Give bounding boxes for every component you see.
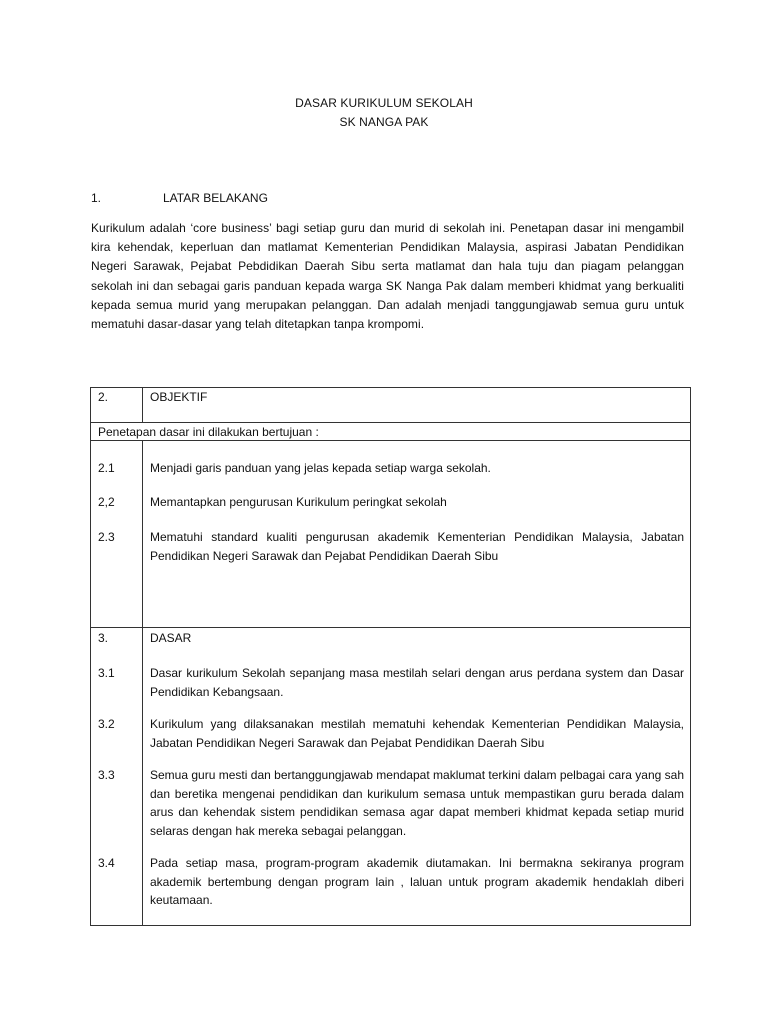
section-3-heading: DASAR: [150, 631, 192, 645]
section-1-paragraph: Kurikulum adalah ‘core business’ bagi setiap guru dan murid di sekolah ini. Penetapan dasar ini mengambil kira kehendak, keperluan dan matlamat Kementerian Pendidikan Malaysia, aspirasi Jabatan Pendidikan Negeri Sarawak, Pejabat Pebdidikan Daerah Sibu serta matlamat dan hala tuju dan piagam pelanggan sekolah ini dan sebagai garis panduan kepada warga SK Nanga Pak dalam memberi khidmat yang berkualiti kepada semua murid yang merupakan pelanggan. Dan adalah menjadi tanggungjawab semua guru untuk mematuhi dasar-dasar yang telah ditetapkan tanpa krompomi.: [91, 221, 684, 332]
table-border-left: [90, 387, 91, 926]
list-item-text: Semua guru mesti dan bertanggungjawab mendapat maklumat terkini dalam pelbagai cara yang sah dan beretika mengenai pendidikan dan kurikulum semasa untuk mempastikan guru berada dalam arus dan kehendak sistem pendidikan semasa agar dapat memberi khidmat kepada setiap murid selaras dengan hak mereka sebagai pelanggan.: [150, 768, 684, 838]
table-column-divider: [142, 440, 143, 926]
list-item-text: Memantapkan pengurusan Kurikulum peringkat sekolah: [150, 495, 447, 509]
list-item-number: 3.2: [98, 717, 115, 731]
list-item-number: 3.3: [98, 768, 115, 782]
section-3-number: 3.: [98, 631, 109, 645]
table-border-right: [690, 387, 691, 926]
list-item-text: Kurikulum yang dilaksanakan mestilah mematuhi kehendak Kementerian Pendidikan Malaysia, Jabatan Pendidikan Negeri Sarawak dan Pejabat Pendidikan Daerah Sibu: [150, 717, 684, 750]
list-item-number: 3.1: [98, 666, 115, 680]
school-name: SK NANGA PAK: [339, 115, 429, 129]
document-title: DASAR KURIKULUM SEKOLAH: [295, 96, 473, 110]
list-item-text: Menjadi garis panduan yang jelas kepada setiap warga sekolah.: [150, 461, 491, 475]
section-2-heading: OBJEKTIF: [150, 390, 208, 404]
section-2-intro: Penetapan dasar ini dilakukan bertujuan :: [98, 425, 319, 439]
list-item-number: 3.4: [98, 856, 115, 870]
list-item-number: 2.3: [98, 530, 115, 544]
list-item-text: Pada setiap masa, program-program akademik diutamakan. Ini bermakna sekiranya program akademik bertembung dengan program lain , laluan untuk program akademik hendaklah diberi keutamaan.: [150, 856, 684, 907]
list-item-number: 2,2: [98, 495, 115, 509]
list-item-text: Dasar kurikulum Sekolah sepanjang masa mestilah selari dengan arus perdana system dan Dasar Pendidikan Kebangsaan.: [150, 666, 684, 699]
list-item-text: Mematuhi standard kualiti pengurusan akademik Kementerian Pendidikan Malaysia, Jabatan Pendidikan Negeri Sarawak dan Pejabat Pendidikan Daerah Sibu: [150, 530, 684, 563]
table-column-divider: [142, 387, 143, 423]
table-divider: [90, 627, 691, 628]
section-1-number: 1.: [91, 191, 102, 205]
table-border-bottom: [90, 925, 691, 926]
list-item-number: 2.1: [98, 461, 115, 475]
section-2-number: 2.: [98, 390, 109, 404]
section-1-heading: LATAR BELAKANG: [163, 191, 268, 205]
